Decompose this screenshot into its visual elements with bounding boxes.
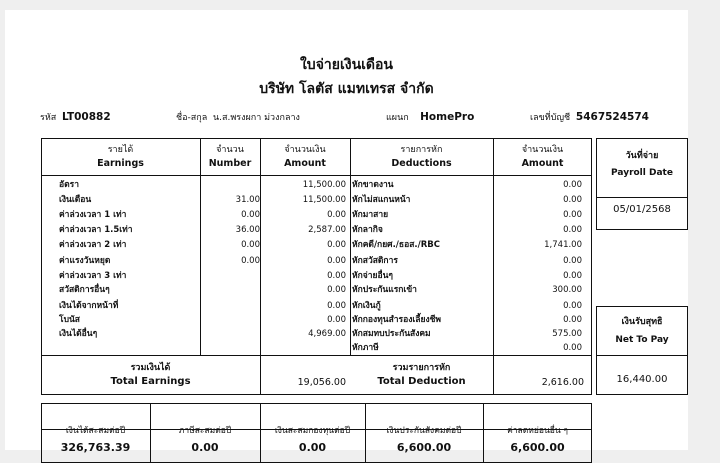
total-earnings-value: 19,056.00 bbox=[297, 377, 346, 388]
earning-number: 36.00 bbox=[235, 225, 260, 235]
deduction-amount: 0.00 bbox=[563, 210, 582, 220]
deduction-amount: 575.00 bbox=[552, 329, 582, 339]
acc-fund-header: เงินสะสมกองทุนต่อปี bbox=[274, 426, 351, 436]
deduction-amount: 0.00 bbox=[563, 195, 582, 205]
acc-other-deduction-value: 6,600.00 bbox=[510, 441, 565, 454]
deduction-amount: 1,741.00 bbox=[544, 240, 582, 250]
deduction-amount-header: จำนวนเงิน Amount bbox=[521, 145, 564, 169]
earning-label: ค่าแรงวันหยุด bbox=[59, 256, 111, 266]
acc-social-security-value: 6,600.00 bbox=[396, 441, 452, 454]
employee-name-value: น.ส.พรงผกา ม่วงกลาง bbox=[212, 113, 300, 123]
deduction-label: หักสวัสดิการ bbox=[352, 256, 398, 266]
deduction-amount: 0.00 bbox=[563, 180, 582, 190]
total-deduction-value: 2,616.00 bbox=[541, 377, 584, 388]
employee-dept-value: HomePro bbox=[420, 111, 475, 123]
employee-code-value: LT00882 bbox=[62, 111, 111, 123]
earning-label: อัตรา bbox=[59, 180, 79, 190]
deduction-amount: 0.00 bbox=[563, 301, 582, 311]
acc-income-header: เงินได้สะสมต่อปี bbox=[65, 426, 126, 436]
payroll-date-value: 05/01/2568 bbox=[613, 204, 671, 215]
earning-amount: 4,969.00 bbox=[308, 329, 346, 339]
acc-social-security-header: เงินประกันสังคมต่อปี bbox=[386, 426, 462, 436]
earning-amount: 0.00 bbox=[327, 301, 346, 311]
total-earnings-label: รวมเงินได้ Total Earnings bbox=[110, 363, 191, 387]
earning-amount: 0.00 bbox=[327, 271, 346, 281]
total-deduction-label: รวมรายการหัก Total Deduction bbox=[377, 363, 466, 387]
employee-name-label: ชื่อ-สกุล bbox=[176, 113, 208, 123]
acc-fund-value: 0.00 bbox=[298, 441, 327, 454]
employee-account bbox=[530, 110, 649, 124]
earning-amount: 0.00 bbox=[327, 240, 346, 250]
earning-number: 0.00 bbox=[241, 240, 260, 250]
employee-account-value: 5467524574 bbox=[575, 111, 649, 123]
number-header: จำนวน Number bbox=[208, 145, 252, 169]
earning-label: ค่าล่วงเวลา 2 เท่า bbox=[59, 240, 127, 250]
deduction-label: หักลากิจ bbox=[352, 225, 383, 235]
earning-number: 31.00 bbox=[235, 195, 260, 205]
acc-other-deduction-header: ค่าลดหย่อนอื่น ๆ bbox=[507, 426, 568, 436]
employee-code bbox=[40, 110, 111, 124]
employee-code-label: รหัส bbox=[40, 113, 57, 123]
amount-header: จำนวนเงิน Amount bbox=[284, 145, 326, 169]
document-title: ใบจ่ายเงินเดือน bbox=[299, 57, 394, 73]
deduction-label: หักคดี/กยศ./ธอส./RBC bbox=[352, 240, 440, 250]
net-pay-label: เงินรับสุทธิ Net To Pay bbox=[615, 317, 669, 345]
earning-label: ค่าล่วงเวลา 3 เท่า bbox=[59, 271, 127, 281]
deduction-amount: 0.00 bbox=[563, 315, 582, 325]
deductions-header: รายการหัก Deductions bbox=[391, 145, 452, 169]
deduction-label: หักจ่ายอื่นๆ bbox=[352, 271, 393, 281]
acc-tax-header: ภาษีสะสมต่อปี bbox=[178, 426, 232, 436]
acc-tax-value: 0.00 bbox=[191, 441, 219, 454]
earning-amount: 0.00 bbox=[327, 256, 346, 266]
earnings-header: รายได้ Earnings bbox=[97, 145, 144, 169]
employee-account-label: เลขที่บัญชี bbox=[530, 113, 571, 123]
earning-label: โบนัส bbox=[59, 315, 80, 325]
deduction-label: หักไม่สแกนหน้า bbox=[352, 195, 411, 205]
deduction-amount: 0.00 bbox=[563, 256, 582, 266]
employee-name bbox=[176, 110, 300, 124]
earning-amount: 0.00 bbox=[327, 285, 346, 295]
payslip-paper bbox=[5, 10, 688, 454]
company-name: บริษัท โลตัส แมทเทรส จำกัด bbox=[259, 81, 434, 97]
earning-label: ค่าล่วงเวลา 1.5เท่า bbox=[59, 225, 133, 235]
earning-amount: 0.00 bbox=[327, 210, 346, 220]
earning-amount: 11,500.00 bbox=[302, 195, 346, 205]
deduction-label: หักภาษี bbox=[352, 343, 379, 353]
payroll-date-label: วันที่จ่าย Payroll Date bbox=[611, 151, 673, 178]
earning-number: 0.00 bbox=[241, 210, 260, 220]
earning-label: เงินได้อื่นๆ bbox=[59, 329, 98, 339]
employee-dept-label: แผนก bbox=[386, 113, 409, 123]
earning-amount: 2,587.00 bbox=[308, 225, 346, 235]
deduction-label: หักกองทุนสำรองเลี้ยงชีพ bbox=[352, 315, 441, 325]
earning-label: เงินได้จากหน้าที่ bbox=[59, 301, 119, 311]
acc-income-value: 326,763.39 bbox=[60, 441, 131, 454]
deduction-amount: 300.00 bbox=[552, 285, 582, 295]
deduction-label: หักเงินกู้ bbox=[352, 301, 381, 311]
earning-label: ค่าล่วงเวลา 1 เท่า bbox=[59, 210, 127, 220]
earning-amount: 11,500.00 bbox=[302, 180, 346, 190]
earning-label: สวัสดิการอื่นๆ bbox=[59, 285, 110, 295]
net-pay-value: 16,440.00 bbox=[616, 374, 668, 385]
deduction-label: หักขาดงาน bbox=[352, 180, 394, 190]
earning-amount: 0.00 bbox=[327, 315, 346, 325]
deduction-label: หักสมทบประกันสังคม bbox=[352, 329, 431, 339]
earning-number: 0.00 bbox=[241, 256, 260, 266]
deduction-amount: 0.00 bbox=[563, 225, 582, 235]
deduction-label: หักประกันแรกเข้า bbox=[352, 285, 417, 295]
deduction-amount: 0.00 bbox=[563, 271, 582, 281]
employee-dept bbox=[386, 110, 474, 124]
deduction-label: หักมาสาย bbox=[352, 210, 389, 220]
earning-label: เงินเดือน bbox=[59, 195, 92, 205]
deduction-amount: 0.00 bbox=[563, 343, 582, 353]
